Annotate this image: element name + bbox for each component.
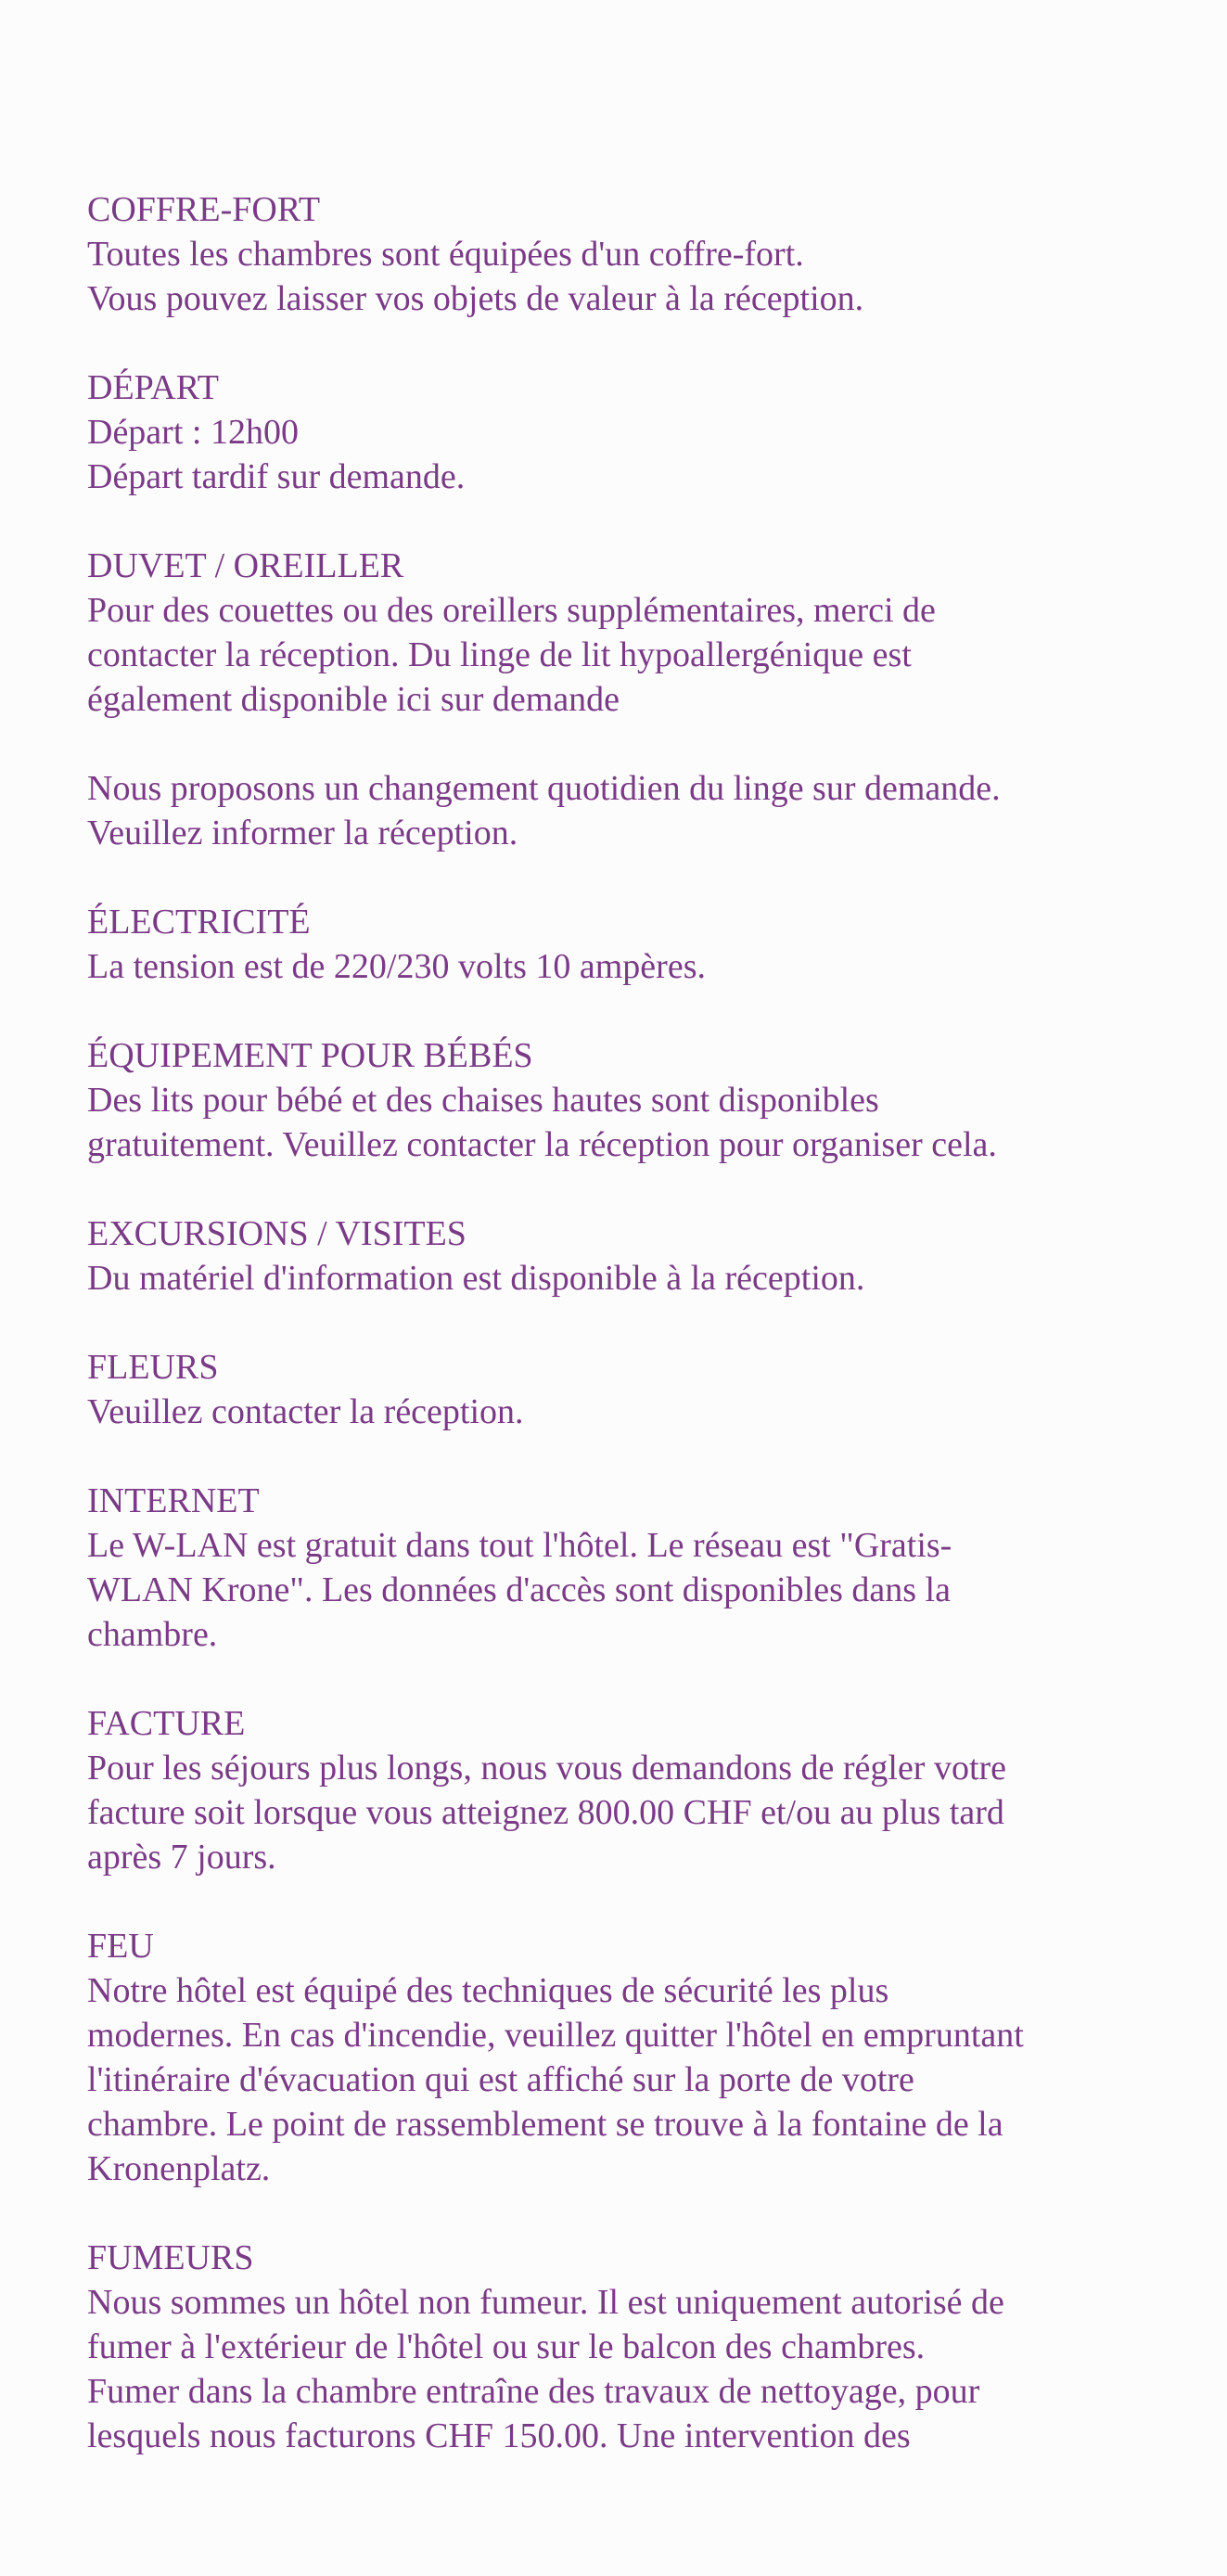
body-line: chambre. Le point de rassemblement se trouve à la fontaine de la — [87, 2105, 1003, 2144]
body-line: également disponible ici sur demande — [87, 680, 620, 719]
body-line: l'itinéraire d'évacuation qui est affiché sur la porte de votre — [87, 2060, 914, 2099]
section-facture — [87, 1701, 1200, 1879]
body-line: La tension est de 220/230 volts 10 ampères. — [87, 947, 706, 986]
body-line: gratuitement. Veuillez contacter la réception pour organiser cela. — [87, 1125, 997, 1164]
section-feu — [87, 1924, 1200, 2191]
body-line: contacter la réception. Du linge de lit hypoallergénique est — [87, 635, 912, 674]
section-internet — [87, 1479, 1200, 1657]
section-heading: ÉLECTRICITÉ — [87, 903, 311, 942]
body-line: lesquels nous facturons CHF 150.00. Une intervention des — [87, 2416, 911, 2455]
body-line: Fumer dans la chambre entraîne des travaux de nettoyage, pour — [87, 2372, 980, 2411]
body-line: après 7 jours. — [87, 1838, 276, 1877]
section-depart — [87, 365, 1200, 499]
body-line: Nous proposons un changement quotidien du linge sur demande. — [87, 769, 1001, 808]
body-line: fumer à l'extérieur de l'hôtel ou sur le balcon des chambres. — [87, 2327, 926, 2366]
body-line: facture soit lorsque vous atteignez 800.00 CHF et/ou au plus tard — [87, 1793, 1004, 1832]
body-line: Départ tardif sur demande. — [87, 457, 466, 496]
section-heading: DUVET / OREILLER — [87, 546, 404, 585]
body-line: Le W-LAN est gratuit dans tout l'hôtel. Le réseau est "Gratis- — [87, 1526, 952, 1565]
body-line: chambre. — [87, 1615, 218, 1654]
section-heading: DÉPART — [87, 368, 220, 407]
section-linge — [87, 766, 1200, 855]
section-heading: FACTURE — [87, 1704, 246, 1743]
section-heading: FEU — [87, 1927, 154, 1966]
section-heading: INTERNET — [87, 1481, 260, 1520]
body-line: Départ : 12h00 — [87, 413, 299, 452]
body-line: Kronenplatz. — [87, 2149, 271, 2188]
body-line: Vous pouvez laisser vos objets de valeur à la réception. — [87, 279, 864, 318]
section-electricite — [87, 900, 1200, 989]
body-line: modernes. En cas d'incendie, veuillez quitter l'hôtel en empruntant — [87, 2016, 1024, 2055]
body-line: Pour les séjours plus longs, nous vous demandons de régler votre — [87, 1749, 1007, 1788]
body-line: Notre hôtel est équipé des techniques de sécurité les plus — [87, 1971, 889, 2010]
section-heading: FLEURS — [87, 1348, 219, 1387]
section-equipement-bebes — [87, 1033, 1200, 1167]
section-heading: EXCURSIONS / VISITES — [87, 1214, 467, 1253]
section-heading: ÉQUIPEMENT POUR BÉBÉS — [87, 1036, 533, 1075]
body-line: WLAN Krone". Les données d'accès sont disponibles dans la — [87, 1570, 951, 1609]
body-line: Toutes les chambres sont équipées d'un coffre-fort. — [87, 235, 804, 274]
section-duvet-oreiller — [87, 544, 1200, 722]
section-excursions — [87, 1211, 1200, 1301]
body-line: Pour des couettes ou des oreillers supplémentaires, merci de — [87, 591, 936, 630]
body-line: Du matériel d'information est disponible à la réception. — [87, 1259, 865, 1298]
section-heading: FUMEURS — [87, 2238, 254, 2277]
body-line: Veuillez contacter la réception. — [87, 1392, 524, 1431]
section-fleurs — [87, 1345, 1200, 1434]
body-line: Des lits pour bébé et des chaises hautes sont disponibles — [87, 1081, 879, 1120]
body-line: Veuillez informer la réception. — [87, 814, 518, 852]
section-fumeurs — [87, 2236, 1200, 2458]
body-line: Nous sommes un hôtel non fumeur. Il est uniquement autorisé de — [87, 2283, 1004, 2322]
section-heading: COFFRE-FORT — [87, 190, 321, 229]
document-page — [87, 187, 1200, 2503]
section-coffre-fort — [87, 187, 1200, 321]
